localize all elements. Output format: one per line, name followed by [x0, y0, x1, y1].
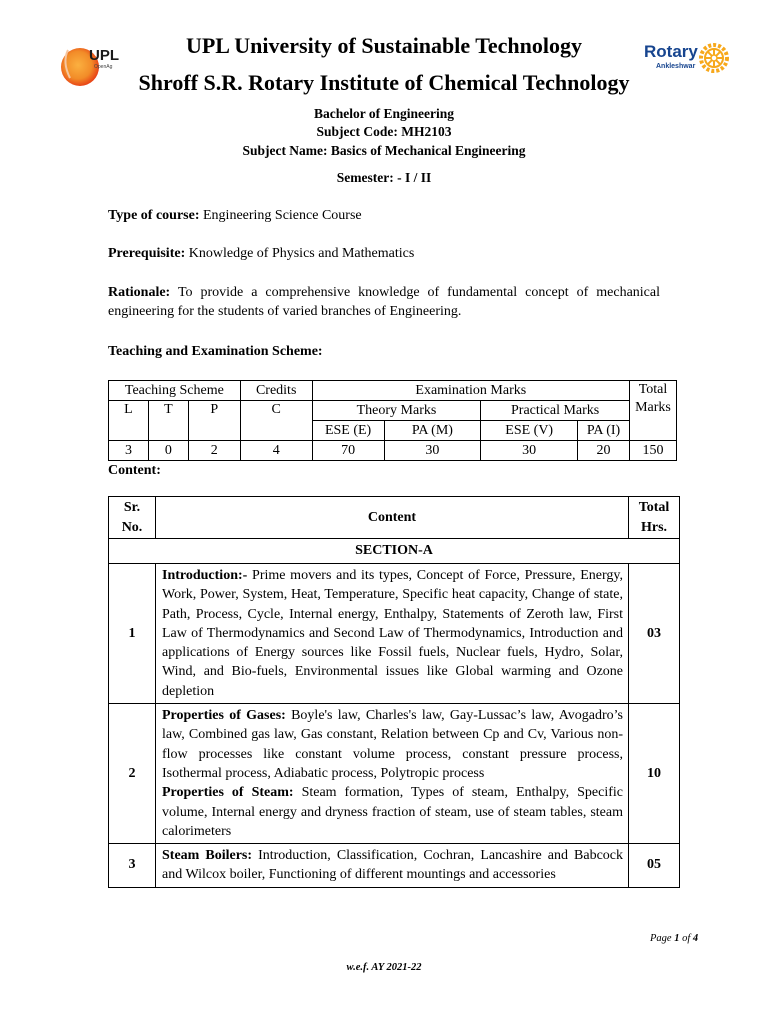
c-header: C	[240, 401, 312, 441]
pa-i-value: 20	[578, 441, 630, 461]
row-content	[156, 564, 629, 704]
row-hrs: 03	[629, 564, 680, 704]
row-sr: 3	[109, 844, 156, 888]
row-sr: 2	[109, 704, 156, 844]
section-a-row: SECTION-A	[109, 539, 680, 564]
sr-header-line2: No.	[121, 519, 143, 535]
p-value: 2	[188, 441, 240, 461]
semester: Semester: - I / II	[336, 170, 432, 185]
table-row	[109, 564, 680, 704]
prerequisite-label: Prerequisite:	[108, 246, 186, 261]
rationale-value: To provide a comprehensive knowledge of fundamental concept of mechanical engineering for the students of varied branches of Engineering.	[108, 285, 660, 319]
total-marks-line2: Marks	[635, 400, 671, 415]
row-hrs: 10	[629, 704, 680, 844]
rationale-label: Rationale:	[108, 285, 171, 300]
row-title: Steam Boilers:	[162, 848, 253, 864]
degree-name: Bachelor of Engineering	[314, 106, 454, 121]
ese-v-header: ESE (V)	[481, 421, 578, 441]
type-of-course-label: Type of course:	[108, 208, 200, 223]
c-value: 4	[240, 441, 312, 461]
pa-i-header: PA (I)	[578, 421, 630, 441]
page-number	[650, 933, 698, 944]
practical-marks-header: Practical Marks	[481, 401, 630, 421]
t-value: 0	[148, 441, 188, 461]
total-marks-line1: Total	[638, 382, 668, 397]
ese-v-value: 30	[481, 441, 578, 461]
teaching-scheme-header: Teaching Scheme	[109, 381, 241, 401]
pa-m-value: 30	[384, 441, 481, 461]
of-word: of	[682, 933, 691, 944]
row-text: Boyle's law, Charles's law, Gay-Lussac’s law, Avogadro’s law, Combined gas law, Gas constant, Relation between Cp and Cv, Various non-flow processes like constant volume process, constant pressure process, Isothermal process, Adiabatic process, Polytropic process	[162, 708, 623, 781]
row-title: Introduction:-	[162, 568, 248, 583]
scheme-heading: Teaching and Examination Scheme:	[108, 344, 323, 359]
row-hrs: 05	[629, 844, 680, 888]
exam-marks-header: Examination Marks	[312, 381, 629, 401]
wef-footer: w.e.f. AY 2021-22	[346, 962, 422, 973]
total-marks-header	[629, 381, 676, 441]
l-value: 3	[109, 441, 149, 461]
subject-name: Subject Name: Basics of Mechanical Engineering	[242, 143, 526, 158]
p-header: P	[188, 401, 240, 441]
subject-code: Subject Code: MH2103	[316, 124, 452, 139]
row-content	[156, 704, 629, 844]
table-row	[109, 704, 680, 844]
table-row	[109, 844, 680, 888]
row-text-2: Steam formation, Types of steam, Enthalpy, Specific volume, Internal energy and dryness fraction of steam, use of steam tables, steam calorimeters	[162, 785, 623, 839]
hrs-header-line1: Total	[638, 499, 670, 515]
row-sr: 1	[109, 564, 156, 704]
rationale	[108, 283, 660, 321]
sr-header-line1: Sr.	[123, 499, 141, 515]
total-hrs-header	[629, 497, 680, 539]
ese-e-value: 70	[312, 441, 384, 461]
content-heading: Content:	[108, 463, 161, 478]
upl-logo-text: UPL	[89, 47, 119, 64]
content-header: Content	[156, 497, 629, 539]
row-title-2: Properties of Steam:	[162, 785, 294, 801]
hrs-header-line2: Hrs.	[640, 519, 668, 535]
prerequisite	[108, 244, 660, 263]
t-header: T	[148, 401, 188, 441]
row-text: Prime movers and its types, Concept of Force, Pressure, Energy, Work, Power, System, Heat, Temperature, Specific heat capacity, Change of state, Path, Process, Cycle, Internal energy, Enthalpy, Statements of Zeroth law, First Law of Thermodynamics and Second Law of Thermodynamics, Introduction and applications of Energy sources like Fossil fuels, Nuclear fuels, Hydro, Solar, Wind, and Bio-fuels, Environmental issues like Global warming and Ozone depletion	[162, 568, 623, 699]
type-of-course	[108, 206, 660, 225]
rotary-logo-subtext: Ankleshwar	[656, 63, 696, 70]
pa-m-header: PA (M)	[384, 421, 481, 441]
theory-marks-header: Theory Marks	[312, 401, 481, 421]
page-current: 1	[674, 933, 680, 944]
sr-no-header	[109, 497, 156, 539]
content-table	[108, 496, 680, 888]
rotary-logo-text: Rotary	[644, 42, 698, 61]
page-total: 4	[692, 933, 699, 944]
university-title: UPL University of Sustainable Technology	[185, 33, 583, 58]
row-text: Introduction, Classification, Cochran, Lancashire and Babcock and Wilcox boiler, Functioning of different mountings and accessories	[162, 848, 623, 883]
type-of-course-value: Engineering Science Course	[199, 208, 362, 223]
row-title: Properties of Gases:	[162, 708, 286, 724]
credits-header: Credits	[240, 381, 312, 401]
l-header: L	[109, 401, 149, 441]
total-value: 150	[629, 441, 676, 461]
scheme-table	[108, 380, 677, 461]
row-content	[156, 844, 629, 888]
page-word: Page	[650, 933, 672, 944]
prerequisite-value: Knowledge of Physics and Mathematics	[185, 246, 415, 261]
upl-logo-subtext: OpenAg	[94, 64, 113, 70]
ese-e-header: ESE (E)	[312, 421, 384, 441]
institute-title: Shroff S.R. Rotary Institute of Chemical Technology	[138, 70, 630, 95]
